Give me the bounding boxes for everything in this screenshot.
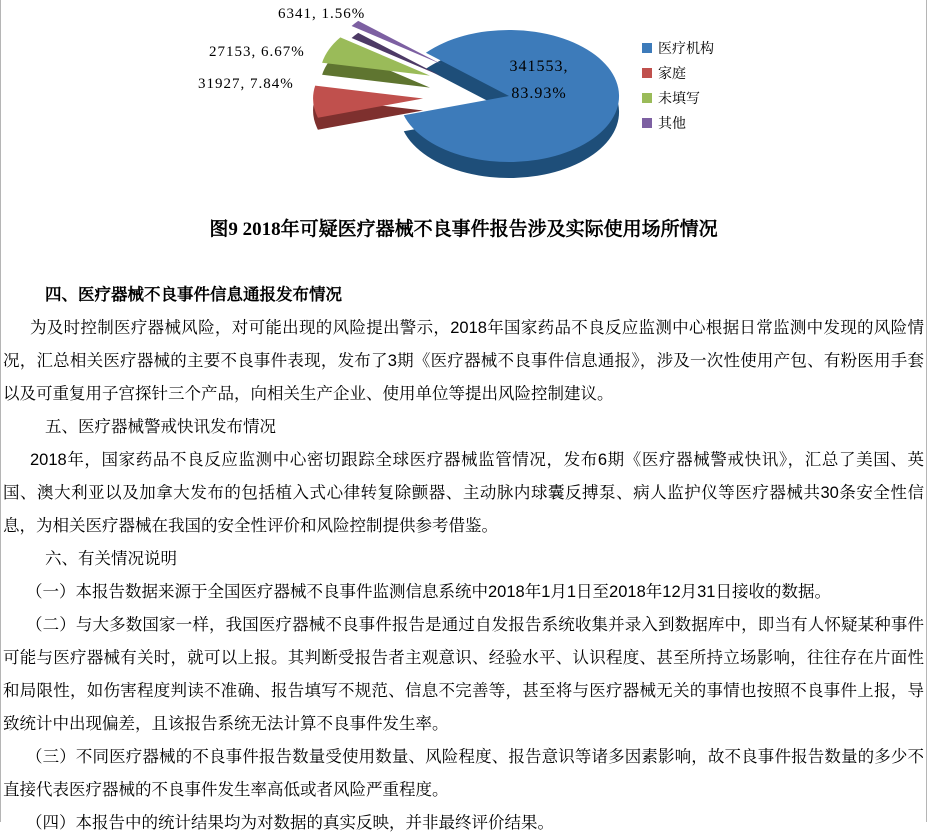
legend-swatch-icon bbox=[642, 68, 652, 78]
section4-heading: 四、医疗器械不良事件信息通报发布情况 bbox=[45, 286, 342, 304]
data-label-not-filled: 27153, 6.67% bbox=[209, 44, 305, 60]
section6-heading: 六、有关情况说明 bbox=[45, 550, 177, 568]
data-label-other: 6341, 1.56% bbox=[278, 6, 366, 22]
data-label-medical-institution bbox=[478, 53, 600, 107]
section5-heading: 五、医疗器械警戒快讯发布情况 bbox=[45, 418, 276, 436]
legend-swatch-icon bbox=[642, 93, 652, 103]
section5-paragraph: 2018年，国家药品不良反应监测中心密切跟踪全球医疗器械监管情况，发布6期《医疗器械警戒快讯》，汇总了美国、英国、澳大利亚以及加拿大发布的包括植入式心律转复除颤器、主动脉内球囊反搏泵、病人监护仪等医疗器械共30条安全性信息，为相关医疗器械在我国的安全性评价和风险控制提供参考借鉴。 bbox=[3, 451, 924, 535]
section4-paragraph: 为及时控制医疗器械风险，对可能出现的风险提出警示，2018年国家药品不良反应监测中心根据日常监测中发现的风险情况，汇总相关医疗器械的主要不良事件表现，发布了3期《医疗器械不良事件信息通报》，涉及一次性使用产包、有粉医用手套以及可重复用子宫探针三个产品，向相关生产企业、使用单位等提出风险控制建议。 bbox=[3, 319, 924, 403]
section6-item-2: （二）与大多数国家一样，我国医疗器械不良事件报告是通过自发报告系统收集并录入到数据库中，即当有人怀疑某种事件可能与医疗器械有关时，就可以上报。其判断受报告者主观意识、经验水平、认识程度、甚至所持立场影响，往往存在片面性和局限性，如伤害程度判读不准确、报告填写不规范、信息不完善等，甚至将与医疗器械无关的事情也按照不良事件上报，导致统计中出现偏差，且该报告系统无法计算不良事件发生率。 bbox=[3, 616, 924, 733]
legend-swatch-icon bbox=[642, 43, 652, 53]
legend-item-not-filled bbox=[642, 85, 714, 110]
chart-legend bbox=[642, 35, 714, 135]
legend-label: 其他 bbox=[658, 116, 686, 132]
document-body bbox=[1, 279, 926, 840]
section6-item-1: （一）本报告数据来源于全国医疗器械不良事件监测信息系统中2018年1月1日至2018年12月31日接收的数据。 bbox=[26, 583, 831, 601]
legend-item-family bbox=[642, 60, 714, 85]
data-label-family: 31927, 7.84% bbox=[198, 76, 294, 92]
section6-item-3: （三）不同医疗器械的不良事件报告数量受使用数量、风险程度、报告意识等诸多因素影响，故不良事件报告数量的多少不直接代表医疗器械的不良事件发生率高低或者风险严重程度。 bbox=[3, 748, 924, 799]
data-label-line2: 83.93% bbox=[511, 85, 567, 102]
pie-chart-figure bbox=[1, 0, 926, 205]
legend-item-other bbox=[642, 110, 714, 135]
legend-label: 未填写 bbox=[658, 91, 700, 107]
legend-label: 医疗机构 bbox=[658, 41, 714, 57]
section6-item-4: （四）本报告中的统计结果均为对数据的真实反映，并非最终评价结果。 bbox=[26, 814, 554, 832]
pie-3d-canvas bbox=[1, 0, 926, 205]
legend-swatch-icon bbox=[642, 118, 652, 128]
data-label-line1: 341553, bbox=[509, 58, 569, 75]
legend-label: 家庭 bbox=[658, 66, 686, 82]
figure-caption: 图9 2018年可疑医疗器械不良事件报告涉及实际使用场所情况 bbox=[209, 219, 718, 240]
legend-item-medical-institution bbox=[642, 35, 714, 60]
